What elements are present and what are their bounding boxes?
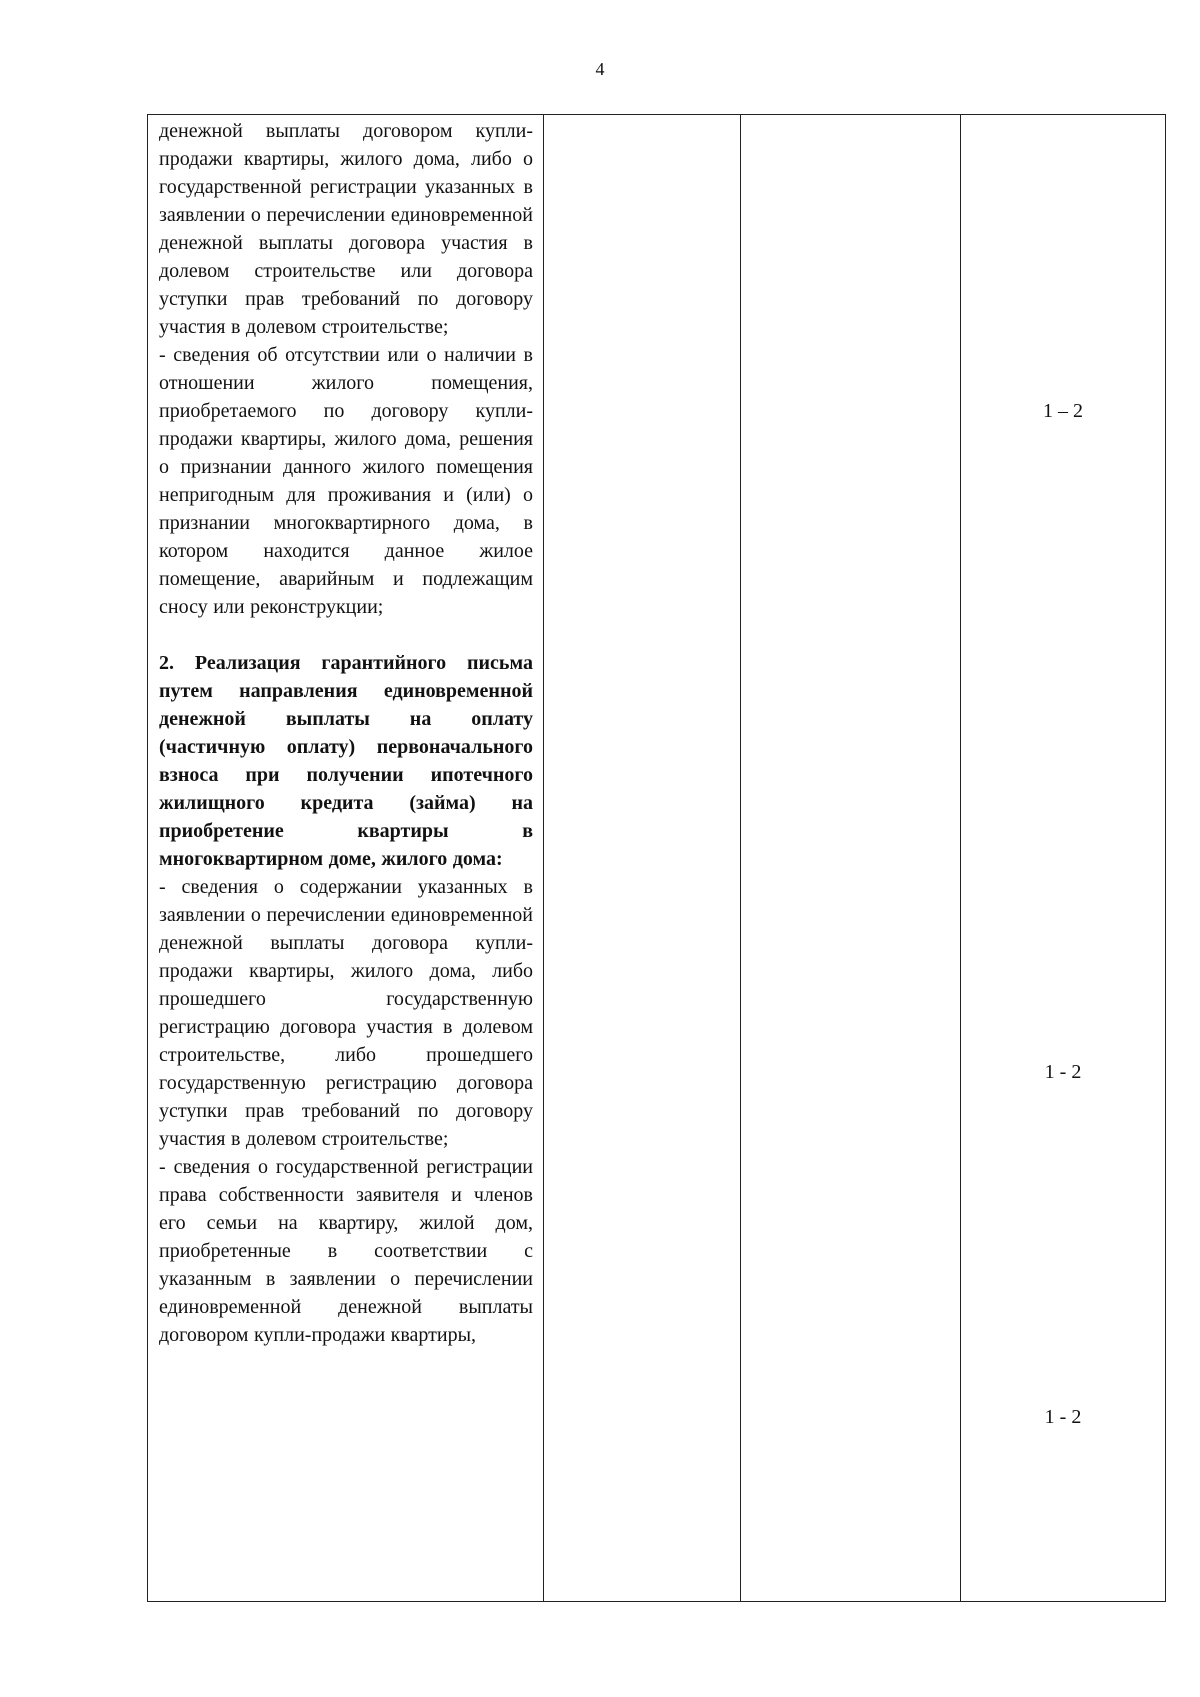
empty-cell-column-c — [741, 115, 961, 1602]
term-value: 1 - 2 — [1044, 1406, 1082, 1428]
paragraph-spacer — [159, 621, 533, 649]
table-row — [148, 115, 1166, 1602]
term-value: 1 - 2 — [1044, 1061, 1082, 1083]
term-value: 1 – 2 — [1043, 400, 1083, 422]
description-cell — [148, 115, 544, 1602]
page-number: 4 — [595, 59, 605, 79]
paragraph-ownership-registration: - сведения о государственной регистрации права собственности заявителя и членов его семьи на квартиру, жилой дом, приобретенные в соответствии с указанным в заявлении о перечислении единовременной денежной выплаты договором купли-продажи квартиры, — [159, 1156, 533, 1346]
paragraph-contract-registration: денежной выплаты договором купли-продажи квартиры, жилого дома, либо о государственной регистрации указанных в заявлении о перечислении единовременной денежной выплаты договора участия в долевом строительстве или договора уступки прав требований по договору участия в долевом строительстве; — [159, 120, 533, 338]
empty-cell-column-b — [544, 115, 741, 1602]
section-heading-guarantee-letter: 2. Реализация гарантийного письма путем направления единовременной денежной выплаты на оплату (частичную оплату) первоначального взноса при получении ипотечного жилищного кредита (займа) на приобретение квартиры в многоквартирном доме, жилого дома: — [159, 652, 533, 870]
paragraph-contract-contents: - сведения о содержании указанных в заявлении о перечислении единовременной денежной выплаты договора купли-продажи квартиры, жилого дома, либо прошедшего государственную регистрацию договора участия в долевом строительстве, либо прошедшего государственную регистрацию договора уступки прав требований по договору участия в долевом строительстве; — [159, 876, 533, 1150]
document-table — [147, 114, 1166, 1602]
paragraph-housing-suitability: - сведения об отсутствии или о наличии в отношении жилого помещения, приобретаемого по договору купли-продажи квартиры, жилого дома, решения о признании данного жилого помещения непригодным для проживания и (или) о признании многоквартирного дома, в котором находится данное жилое помещение, аварийным и подлежащим сносу или реконструкции; — [159, 344, 533, 618]
term-values-cell — [961, 115, 1166, 1602]
